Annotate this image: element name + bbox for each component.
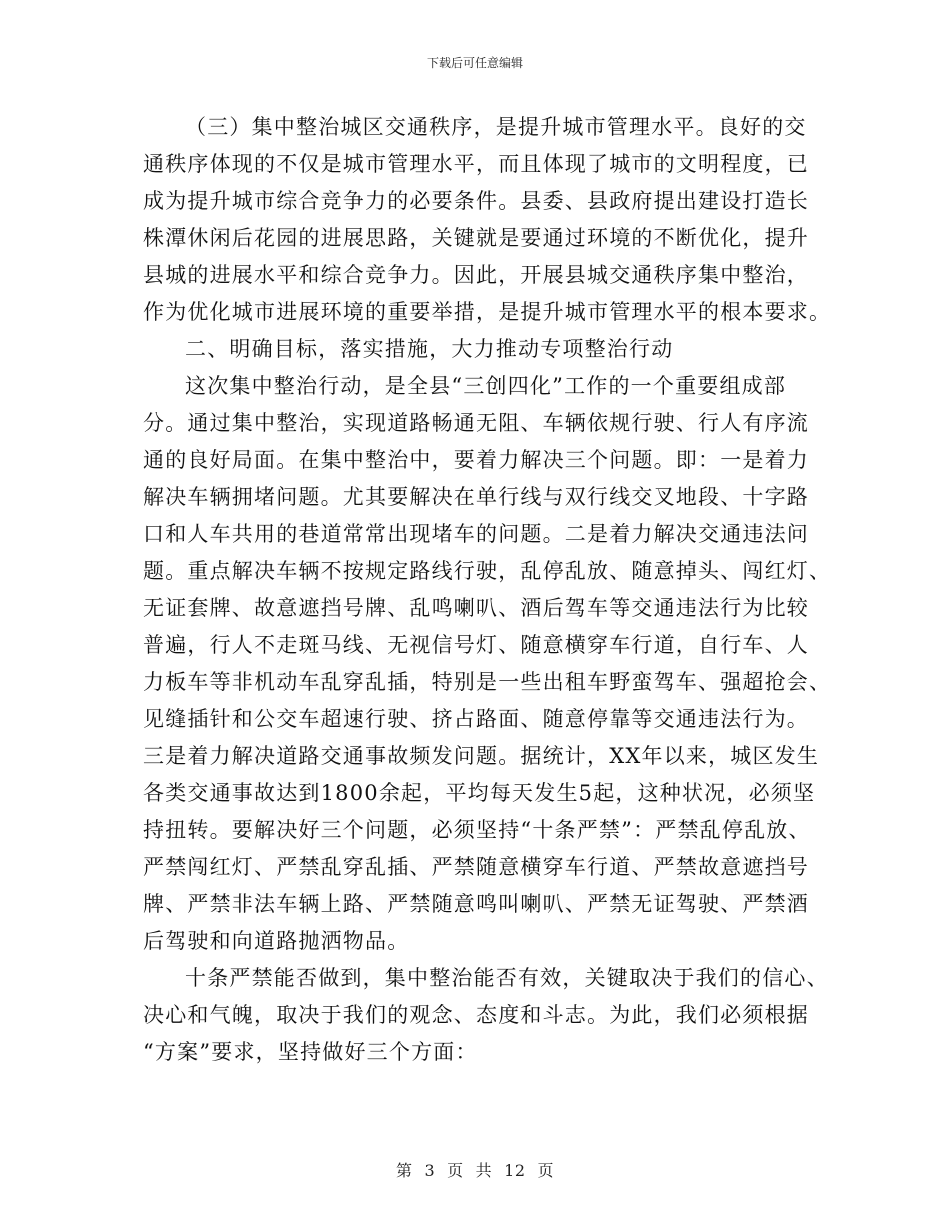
text-line: 三是着力解决道路交通事故频发问题。据统计，XX年以来，城区发生 <box>143 744 820 768</box>
text-line: 解决车辆拥堵问题。尤其要解决在单行线与双行线交叉地段、十字路 <box>143 485 809 509</box>
text-line: 通秩序体现的不仅是城市管理水平，而且体现了城市的文明程度，已 <box>143 152 809 176</box>
text-line: 见缝插针和公交车超速行驶、挤占路面、随意停靠等交通违法行为。 <box>143 707 809 731</box>
text-line: 分。通过集中整治，实现道路畅通无阻、车辆依规行驶、行人有序流 <box>143 411 809 435</box>
section-heading: 二、明确目标，落实措施，大力推动专项整治行动 <box>185 337 674 361</box>
text-line: 严禁闯红灯、严禁乱穿乱插、严禁随意横穿车行道、严禁故意遮挡号 <box>143 855 809 879</box>
text-line: 成为提升城市综合竞争力的必要条件。县委、县政府提出建设打造长 <box>143 189 809 213</box>
text-line: 县城的进展水平和综合竞争力。因此，开展县城交通秩序集中整治， <box>143 263 809 287</box>
text-line: 株潭休闲后花园的进展思路，关键就是要通过环境的不断优化，提升 <box>143 226 809 250</box>
footer-suffix: 页 <box>537 1161 555 1180</box>
text-line: 持扭转。要解决好三个问题，必须坚持“十条严禁”：严禁乱停乱放、 <box>143 818 811 842</box>
text-line: 无证套牌、故意遮挡号牌、乱鸣喇叭、酒后驾车等交通违法行为比较 <box>143 596 809 620</box>
text-line: 后驾驶和向道路抛洒物品。 <box>143 929 410 953</box>
text-line: 题。重点解决车辆不按规定路线行驶，乱停乱放、随意掉头、闯红灯、 <box>143 559 832 583</box>
footer-prefix: 第 <box>395 1161 413 1180</box>
text-line: 通的良好局面。在集中整治中，要着力解决三个问题。即：一是着力 <box>143 448 809 472</box>
text-line: 口和人车共用的巷道常常出现堵车的问题。二是着力解决交通违法问 <box>143 522 809 546</box>
text-line: “方案”要求，坚持做好三个方面： <box>143 1040 478 1064</box>
text-line: 牌、严禁非法车辆上路、严禁随意鸣叫喇叭、严禁无证驾驶、严禁酒 <box>143 892 809 916</box>
text-line: 决心和气魄，取决于我们的观念、态度和斗志。为此，我们必须根据 <box>143 1003 809 1027</box>
text-line: 力板车等非机动车乱穿乱插，特别是一些出租车野蛮驾车、强超抢会、 <box>143 670 832 694</box>
total-page-count: 12 <box>504 1161 526 1180</box>
text-line: 这次集中整治行动，是全县“三创四化”工作的一个重要组成部 <box>185 374 787 398</box>
page-header: 下载后可任意编辑 <box>426 56 523 70</box>
current-page-number: 3 <box>424 1161 436 1180</box>
footer-page-word: 页 <box>447 1161 464 1180</box>
text-line: 普遍，行人不走斑马线、无视信号灯、随意横穿车行道，自行车、人 <box>143 633 809 657</box>
text-line: 各类交通事故达到1800余起，平均每天发生5起，这种状况，必须坚 <box>143 781 816 805</box>
text-line: 作为优化城市进展环境的重要举措，是提升城市管理水平的根本要求。 <box>143 300 832 324</box>
text-line: （三）集中整治城区交通秩序，是提升城市管理水平。良好的交 <box>185 115 807 139</box>
page-number-footer <box>0 1158 950 1181</box>
text-line: 十条严禁能否做到，集中整治能否有效，关键取决于我们的信心、 <box>185 966 829 990</box>
footer-total-word: 共 <box>475 1161 493 1180</box>
